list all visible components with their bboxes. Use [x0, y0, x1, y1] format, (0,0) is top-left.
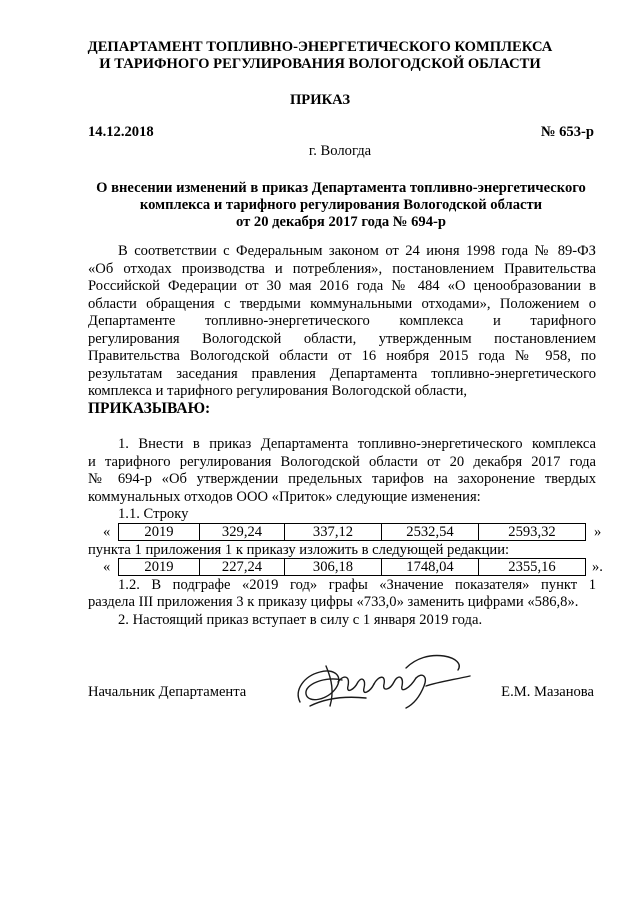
table-cell: 2019 — [119, 524, 200, 541]
preamble-line-5: Департаменте топливно-энергетического комплекса и тарифного — [88, 313, 596, 329]
preamble-line-7: Правительства Вологодской области от 16 ноября 2015 года № 958, по — [88, 348, 596, 364]
table-cell: 2532,54 — [382, 524, 479, 541]
table-cell: 2019 — [119, 559, 200, 576]
city: г. Вологда — [308, 143, 372, 159]
preamble-line-6: регулирования Вологодской области, утвержденным постановлением — [88, 331, 596, 347]
table-cell: 1748,04 — [382, 559, 479, 576]
handwritten-signature — [286, 646, 472, 712]
new-row-table — [118, 558, 586, 576]
table-cell: 306,18 — [285, 559, 382, 576]
table-cell: 227,24 — [200, 559, 285, 576]
preamble-line-3: Российской Федерации от 30 мая 2016 года № 484 «О ценообразовании в — [88, 278, 596, 294]
item1-line-1: 1. Внести в приказ Департамента топливно-энергетического комплекса — [118, 436, 596, 452]
preamble-line-1: В соответствии с Федеральным законом от 24 июня 1998 года № 89-ФЗ — [118, 243, 596, 259]
document-type: ПРИКАЗ — [289, 92, 351, 108]
preamble-line-2: «Об отходах производства и потребления», постановлением Правительства — [88, 261, 596, 277]
table-row — [119, 559, 586, 576]
order-word: ПРИКАЗЫВАЮ: — [88, 400, 211, 417]
preamble-line-9: комплекса и тарифного регулирования Вологодской области, — [88, 383, 468, 399]
quote-open-1: « — [103, 524, 111, 540]
title-line-2: комплекса и тарифного регулирования Вологодской области — [139, 197, 543, 213]
signature-position: Начальник Департамента — [88, 684, 247, 700]
signer-name: Е.М. Мазанова — [501, 684, 594, 700]
department-name-line-1: ДЕПАРТАМЕНТ ТОПЛИВНО-ЭНЕРГЕТИЧЕСКОГО КОМПЛЕКСА — [87, 39, 553, 55]
document-date: 14.12.2018 — [88, 124, 154, 140]
preamble-line-8: результатам заседания правления Департамента топливно-энергетического — [88, 366, 596, 382]
quote-open-2: « — [103, 559, 111, 575]
item1-line-2: и тарифного регулирования Вологодской области от 20 декабря 2017 года — [88, 454, 596, 470]
document-number: № 653-р — [540, 124, 594, 140]
table-cell: 329,24 — [200, 524, 285, 541]
between-rows-text: пункта 1 приложения 1 к приказу изложить в следующей редакции: — [88, 542, 510, 558]
table-cell: 2355,16 — [479, 559, 586, 576]
table-cell: 2593,32 — [479, 524, 586, 541]
preamble-line-4: области обращения с твердыми коммунальными отходами», Положением о — [88, 296, 596, 312]
item1-1-label: 1.1. Строку — [118, 506, 189, 522]
quote-close-1: » — [594, 524, 602, 540]
department-name-line-2: И ТАРИФНОГО РЕГУЛИРОВАНИЯ ВОЛОГОДСКОЙ ОБЛАСТИ — [99, 56, 541, 72]
title-line-1: О внесении изменений в приказ Департамента топливно-энергетического — [96, 180, 586, 196]
table-cell: 337,12 — [285, 524, 382, 541]
old-row-table — [118, 523, 586, 541]
quote-close-2: ». — [592, 559, 603, 575]
item1-2-line-2: раздела III приложения 3 к приказу цифры «733,0» заменить цифрами «586,8». — [88, 594, 579, 610]
item1-line-3: № 694-р «Об утверждении предельных тарифов на захоронение твердых — [88, 471, 596, 487]
table-row — [119, 524, 586, 541]
item2: 2. Настоящий приказ вступает в силу с 1 января 2019 года. — [118, 612, 483, 628]
item1-line-4: коммунальных отходов ООО «Приток» следующие изменения: — [88, 489, 481, 505]
title-line-3: от 20 декабря 2017 года № 694-р — [236, 214, 446, 230]
item1-2-line-1: 1.2. В подграфе «2019 год» графы «Значение показателя» пункт 1 — [118, 577, 596, 593]
